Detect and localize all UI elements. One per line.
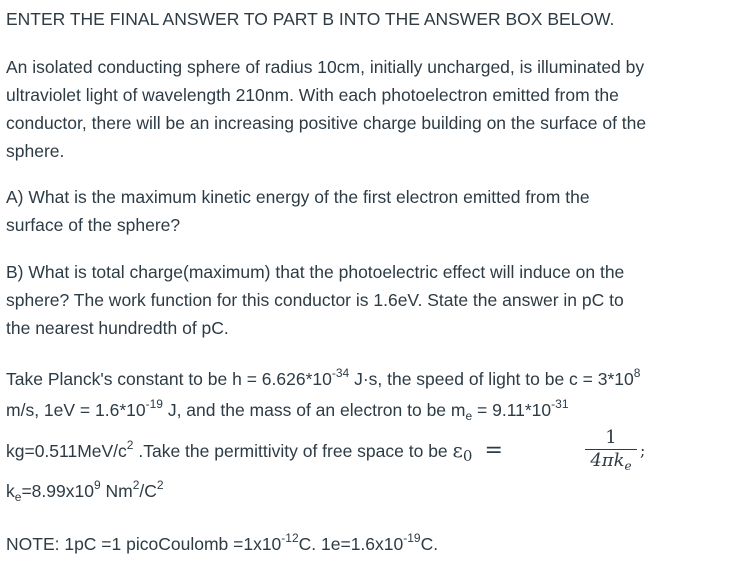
exponent: 9 bbox=[93, 478, 101, 492]
subscript: e bbox=[624, 459, 632, 473]
exponent: 2 bbox=[156, 478, 164, 492]
exponent: 8 bbox=[633, 366, 641, 380]
exponent: -19 bbox=[403, 531, 421, 545]
denominator-text: 4πk bbox=[590, 450, 625, 471]
subscript: e bbox=[465, 409, 473, 423]
text: J, and the mass of an electron to be m bbox=[162, 400, 466, 420]
epsilon-symbol: ε bbox=[452, 438, 463, 462]
text: m/s, 1eV = 1.6*10 bbox=[6, 400, 146, 420]
text: =8.99x10 bbox=[21, 481, 94, 501]
part-b-line: sphere? The work function for this conductor is 1.6eV. State the answer in pC to bbox=[6, 290, 624, 310]
problem-line: conductor, there will be an increasing positive charge building on the surface of the bbox=[6, 113, 647, 133]
equals-sign: = bbox=[484, 438, 503, 463]
problem-line: sphere. bbox=[6, 141, 65, 161]
note-line bbox=[6, 533, 438, 555]
subscript: 0 bbox=[462, 447, 473, 465]
text: C. 1e=1.6x10 bbox=[298, 534, 404, 554]
exponent: 2 bbox=[132, 478, 140, 492]
text: Take Planck's constant to be h = 6.626*10 bbox=[6, 369, 332, 389]
exponent: -12 bbox=[281, 531, 299, 545]
fraction-denominator bbox=[585, 450, 637, 471]
part-a-line: surface of the sphere? bbox=[6, 215, 181, 235]
text: k bbox=[6, 481, 15, 501]
part-a-line: A) What is the maximum kinetic energy of the first electron emitted from the bbox=[6, 187, 590, 207]
fraction-numerator: 1 bbox=[605, 427, 617, 448]
problem-line: An isolated conducting sphere of radius 10cm, initially uncharged, is illuminated by bbox=[6, 57, 645, 77]
constants-line-2 bbox=[6, 399, 569, 421]
problem-line: ultraviolet light of wavelength 210nm. With each photoelectron emitted from the bbox=[6, 85, 619, 105]
text: NOTE: 1pC =1 picoCoulomb =1x10 bbox=[6, 534, 282, 554]
text: C. bbox=[420, 534, 439, 554]
text: /C bbox=[139, 481, 157, 501]
part-b-line: B) What is total charge(maximum) that the photoelectric effect will induce on the bbox=[6, 262, 625, 282]
subscript: e bbox=[14, 490, 22, 504]
constants-line-3 bbox=[6, 438, 503, 465]
text: .Take the permittivity of free space to be bbox=[133, 441, 453, 461]
constants-line-4 bbox=[6, 480, 164, 502]
exponent: -19 bbox=[145, 397, 163, 411]
constants-line-1 bbox=[6, 368, 640, 390]
instruction-text: ENTER THE FINAL ANSWER TO PART B INTO THE ANSWER BOX BELOW. bbox=[6, 9, 615, 29]
text: = 9.11*10 bbox=[472, 400, 552, 420]
part-b-line: the nearest hundredth of pC. bbox=[6, 318, 229, 338]
text: kg=0.511MeV/c bbox=[6, 441, 127, 461]
exponent: -34 bbox=[331, 366, 350, 380]
text: Nm bbox=[100, 481, 133, 501]
exponent: 2 bbox=[126, 438, 134, 452]
semicolon: ; bbox=[640, 441, 646, 460]
text: J·s, the speed of light to be c = 3*10 bbox=[349, 369, 634, 389]
exponent: -31 bbox=[551, 397, 569, 411]
permittivity-fraction bbox=[585, 427, 645, 473]
